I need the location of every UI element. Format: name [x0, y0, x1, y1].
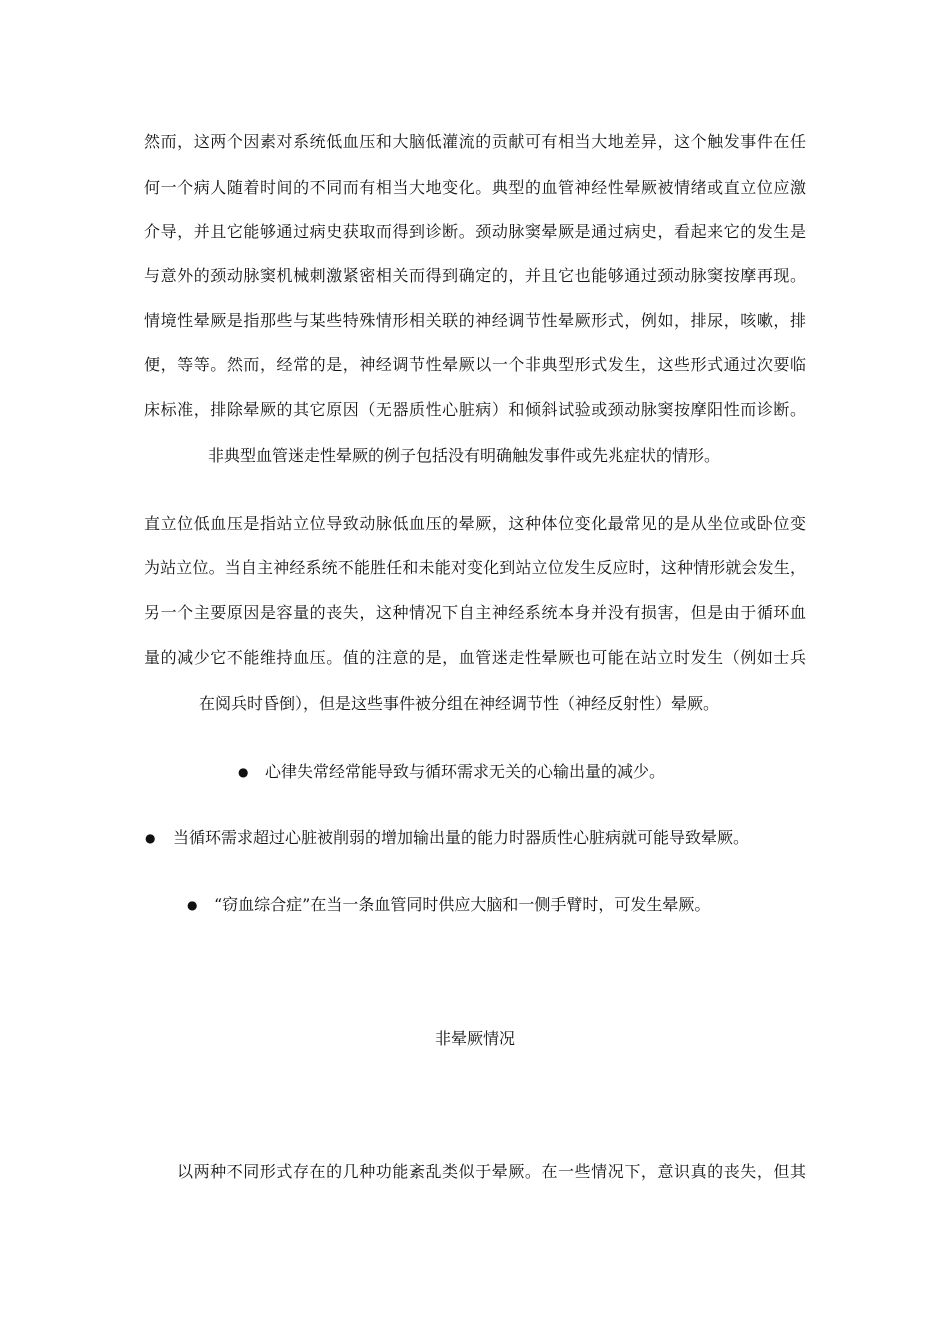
paragraph-1-line-7: 床标准，排除晕厥的其它原因（无器质性心脏病）和倾斜试验或颈动脉窦按摩阳性而诊断。 — [144, 400, 806, 419]
paragraph-2-line-1: 直立位低血压是指站立位导致动脉低血压的晕厥，这种体位变化最常见的是从坐位或卧位变 — [144, 514, 806, 533]
paragraph-1-line-8: 非典型血管迷走性晕厥的例子包括没有明确触发事件或先兆症状的情形。 — [208, 446, 721, 465]
paragraph-1-line-5: 情境性晕厥是指那些与某些特殊情形相关联的神经调节性晕厥形式，例如，排尿，咳嗽，排 — [144, 311, 806, 330]
bullet-marker-1: ● — [238, 765, 249, 779]
paragraph-2-line-3: 另一个主要原因是容量的丧失，这种情况下自主神经系统本身并没有损害，但是由于循环血 — [144, 603, 806, 622]
section-heading: 非晕厥情况 — [434, 1029, 515, 1048]
paragraph-1-line-1: 然而，这两个因素对系统低血压和大脑低灌流的贡献可有相当大地差异，这个触发事件在任 — [144, 132, 806, 151]
paragraph-2-line-5: 在阅兵时昏倒），但是这些事件被分组在神经调节性（神经反射性）晕厥。 — [199, 694, 720, 713]
paragraph-1-line-6: 便，等等。然而，经常的是，神经调节性晕厥以一个非典型形式发生，这些形式通过次要临 — [144, 355, 806, 374]
paragraph-2-line-2: 为站立位。当自主神经系统不能胜任和未能对变化到站立位发生反应时，这种情形就会发生， — [144, 558, 806, 577]
paragraph-1-line-4: 与意外的颈动脉窦机械刺激紧密相关而得到确定的，并且它也能够通过颈动脉窦按摩再现。 — [144, 266, 806, 285]
paragraph-3-line-1: 以两种不同形式存在的几种功能紊乱类似于晕厥。在一些情况下，意识真的丧失，但其 — [177, 1162, 806, 1181]
paragraph-2-line-4: 量的减少它不能维持血压。值的注意的是，血管迷走性晕厥也可能在站立时发生（例如士兵 — [144, 648, 806, 667]
bullet-text-3: “窃血综合症”在当一条血管同时供应大脑和一侧手臂时，可发生晕厥。 — [214, 895, 711, 914]
bullet-text-2: 当循环需求超过心脏被削弱的增加输出量的能力时器质性心脏病就可能导致晕厥。 — [173, 828, 750, 847]
bullet-marker-3: ● — [187, 898, 198, 912]
bullet-marker-2: ● — [145, 831, 156, 845]
bullet-text-1: 心律失常经常能导致与循环需求无关的心输出量的减少。 — [265, 762, 666, 781]
paragraph-1-line-3: 介导，并且它能够通过病史获取而得到诊断。颈动脉窦晕厥是通过病史，看起来它的发生是 — [144, 222, 806, 241]
paragraph-1-line-2: 何一个病人随着时间的不同而有相当大地变化。典型的血管神经性晕厥被情绪或直立位应激 — [144, 178, 806, 197]
